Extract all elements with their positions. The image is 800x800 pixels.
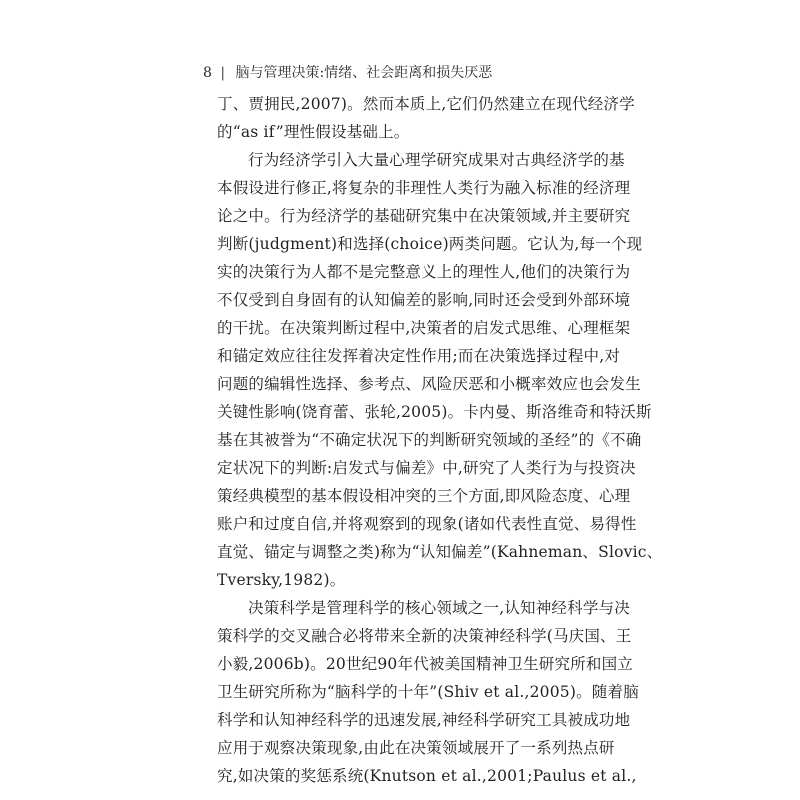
- text-line: 和锚定效应往往发挥着决定性作用;而在决策选择过程中,对: [217, 347, 621, 365]
- text-line: 判断(judgment)和选择(choice)两类问题。它认为,每一个现: [217, 235, 643, 253]
- text-line: 关键性影响(饶育蕾、张轮,2005)。卡内曼、斯洛维奇和特沃斯: [217, 403, 652, 421]
- text-line: Tversky,1982)。: [217, 571, 346, 589]
- text-line: 不仅受到自身固有的认知偏差的影响,同时还会受到外部环境: [217, 291, 631, 309]
- text-line: 决策科学是管理科学的核心领域之一,认知神经科学与决: [248, 599, 630, 617]
- running-header: [203, 63, 492, 83]
- text-line: 的干扰。在决策判断过程中,决策者的启发式思维、心理框架: [217, 319, 631, 337]
- text-line: 卫生研究所称为“脑科学的十年”(Shiv et al.,2005)。随着脑: [217, 683, 639, 701]
- text-line: 行为经济学引入大量心理学研究成果对古典经济学的基: [248, 151, 625, 169]
- text-line: 本假设进行修正,将复杂的非理性人类行为融入标准的经济理: [217, 179, 631, 197]
- text-line: 账户和过度自信,并将观察到的现象(诸如代表性直觉、易得性: [217, 515, 637, 533]
- text-line: 丁、贾拥民,2007)。然而本质上,它们仍然建立在现代经济学: [217, 95, 635, 113]
- text-line: 基在其被誉为“不确定状况下的判断研究领域的圣经”的《不确: [217, 431, 642, 449]
- text-line: 策科学的交叉融合必将带来全新的决策神经科学(马庆国、王: [217, 627, 632, 645]
- page-number: 8: [203, 65, 212, 81]
- text-line: 策经典模型的基本假设相冲突的三个方面,即风险态度、心理: [217, 487, 631, 505]
- text-line: 小毅,2006b)。20世纪90年代被美国精神卫生研究所和国立: [217, 655, 633, 673]
- text-line: 问题的编辑性选择、参考点、风险厌恶和小概率效应也会发生: [217, 375, 641, 393]
- book-title: 脑与管理决策:情绪、社会距离和损失厌恶: [235, 65, 493, 81]
- body-text: [217, 90, 663, 790]
- text-line: 应用于观察决策现象,由此在决策领域展开了一系列热点研: [217, 739, 615, 757]
- text-line: 科学和认知神经科学的迅速发展,神经科学研究工具被成功地: [217, 711, 631, 729]
- text-line: 实的决策行为人都不是完整意义上的理性人,他们的决策行为: [217, 263, 631, 281]
- text-line: 定状况下的判断:启发式与偏差》中,研究了人类行为与投资决: [217, 459, 636, 477]
- text-line: 的“as if”理性假设基础上。: [217, 123, 410, 141]
- text-line: 直觉、锚定与调整之类)称为“认知偏差”(Kahneman、Slovic、: [217, 543, 663, 561]
- text-line: 究,如决策的奖惩系统(Knutson et al.,2001;Paulus et al.,: [217, 767, 637, 785]
- header-separator: |: [220, 65, 226, 81]
- text-line: 论之中。行为经济学的基础研究集中在决策领域,并主要研究: [217, 207, 631, 225]
